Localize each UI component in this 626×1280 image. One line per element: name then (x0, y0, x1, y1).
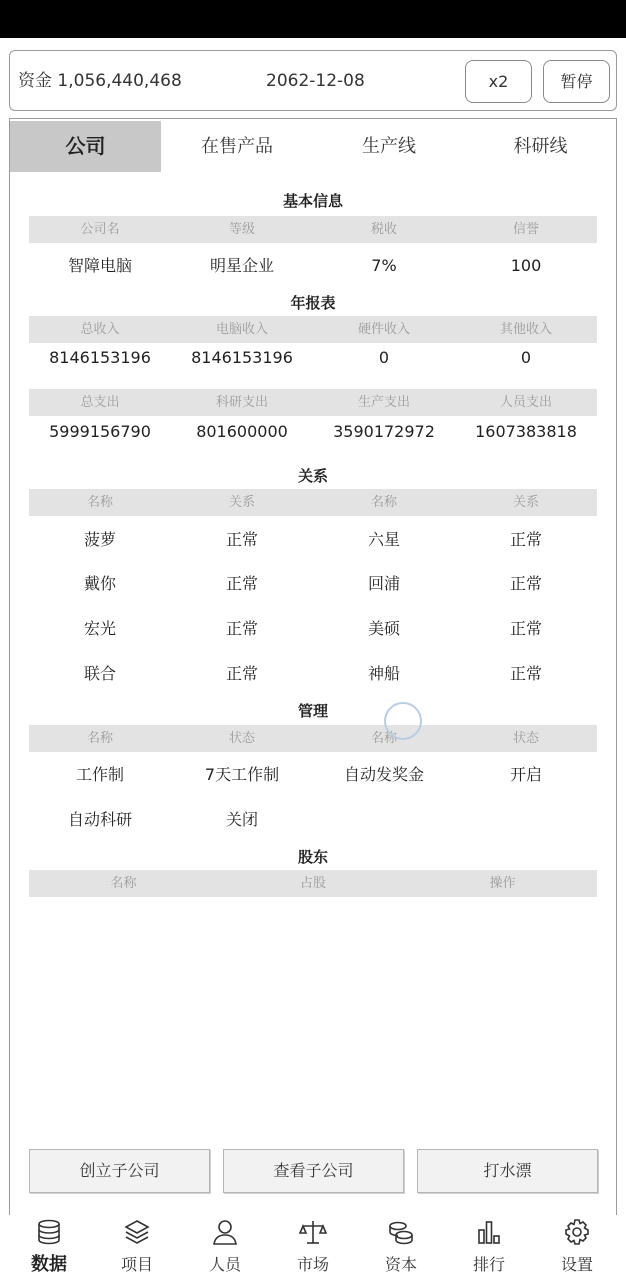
relation-status: 正常 (509, 574, 542, 593)
expense-row (29, 417, 597, 447)
nav-projects[interactable] (97, 1215, 177, 1280)
company-name: 回浦 (367, 574, 400, 593)
top-bar (9, 50, 617, 111)
production-expense-value: 3590172972 (333, 422, 435, 441)
table-row (29, 659, 597, 689)
header-other-income: 其他收入 (499, 322, 552, 337)
header-name: 名称 (370, 731, 397, 746)
create-subsidiary-button[interactable]: 创立子公司 (29, 1149, 210, 1193)
company-name: 菠萝 (83, 530, 116, 549)
person-icon (211, 1218, 239, 1246)
tab-company[interactable]: 公司 (10, 121, 161, 172)
nav-data[interactable] (9, 1215, 89, 1280)
setting-state[interactable]: 开启 (509, 765, 542, 784)
pause-button[interactable]: 暂停 (543, 60, 610, 103)
gear-icon (563, 1218, 591, 1246)
tab-research-lines[interactable]: 科研线 (513, 136, 568, 157)
basic-info-title: 基本信息 (282, 192, 343, 210)
company-name: 美硕 (367, 619, 400, 638)
company-name: 宏光 (83, 619, 116, 638)
header-pc-income: 电脑收入 (215, 322, 268, 337)
setting-state[interactable]: 关闭 (225, 810, 258, 829)
header-share: 占股 (299, 876, 326, 891)
bar-chart-icon (475, 1218, 503, 1246)
table-row (29, 614, 597, 644)
company-name: 六星 (367, 530, 400, 549)
header-hardware-income: 硬件收入 (357, 322, 410, 337)
income-header (29, 316, 597, 343)
hardware-income-value: 0 (378, 348, 390, 367)
total-income-value: 8146153196 (49, 348, 151, 367)
header-relation: 关系 (512, 495, 539, 510)
company-name-value: 智障电脑 (67, 256, 132, 275)
nav-label: 项目 (120, 1255, 153, 1274)
header-production-expense: 生产支出 (357, 395, 410, 410)
setting-name: 自动科研 (67, 810, 132, 829)
company-name: 神船 (367, 664, 400, 683)
management-header (29, 725, 597, 752)
relation-status: 正常 (509, 619, 542, 638)
bottom-nav (0, 1215, 626, 1280)
funds-label: 资金 1,056,440,468 (18, 71, 182, 91)
relations-header (29, 489, 597, 516)
company-panel (9, 118, 617, 1215)
layers-icon (123, 1218, 151, 1246)
nav-label: 资本 (384, 1255, 417, 1274)
basic-info-header (29, 216, 597, 243)
header-name: 名称 (370, 495, 397, 510)
nav-label: 设置 (560, 1255, 593, 1274)
company-name: 联合 (83, 664, 116, 683)
view-subsidiary-button[interactable]: 查看子公司 (223, 1149, 404, 1193)
header-total-income: 总收入 (80, 322, 120, 337)
tab-products[interactable]: 在售产品 (201, 136, 273, 157)
scale-icon (299, 1218, 327, 1246)
coins-icon (387, 1218, 415, 1246)
database-icon (35, 1218, 63, 1246)
pc-income-value: 8146153196 (191, 348, 293, 367)
header-state: 状态 (228, 731, 255, 746)
game-date: 2062-12-08 (266, 71, 365, 91)
header-relation: 关系 (228, 495, 255, 510)
relation-status: 正常 (509, 664, 542, 683)
table-row (29, 760, 597, 790)
expense-header (29, 389, 597, 416)
table-row (29, 805, 597, 835)
relation-status: 正常 (225, 619, 258, 638)
header-company-name: 公司名 (80, 222, 120, 237)
header-operation: 操作 (489, 876, 516, 891)
speed-button[interactable]: x2 (465, 60, 532, 103)
nav-label: 排行 (472, 1255, 505, 1274)
tax-value: 7% (371, 256, 397, 275)
nav-market[interactable] (273, 1215, 353, 1280)
header-state: 状态 (512, 731, 539, 746)
table-row (29, 569, 597, 599)
header-name: 名称 (86, 495, 113, 510)
header-research-expense: 科研支出 (215, 395, 268, 410)
header-level: 等级 (228, 222, 255, 237)
level-value: 明星企业 (209, 256, 274, 275)
nav-label: 人员 (208, 1255, 241, 1274)
research-expense-value: 801600000 (196, 422, 288, 441)
nav-staff[interactable] (185, 1215, 265, 1280)
nav-label: 市场 (296, 1255, 329, 1274)
reputation-value: 100 (510, 256, 542, 275)
company-name: 戴你 (83, 574, 116, 593)
nav-label: 数据 (31, 1254, 67, 1275)
nav-ranking[interactable] (449, 1215, 529, 1280)
relation-status: 正常 (225, 574, 258, 593)
relation-status: 正常 (225, 664, 258, 683)
relations-title: 关系 (297, 467, 328, 485)
setting-name: 自动发奖金 (343, 765, 424, 784)
table-row (29, 525, 597, 555)
income-row (29, 343, 597, 373)
tab-production-lines[interactable]: 生产线 (362, 136, 416, 157)
staff-expense-value: 1607383818 (475, 422, 577, 441)
header-name: 名称 (110, 876, 137, 891)
other-income-value: 0 (520, 348, 532, 367)
relation-status: 正常 (225, 530, 258, 549)
header-name: 名称 (86, 731, 113, 746)
shareholders-title: 股东 (297, 848, 328, 866)
annual-report-title: 年报表 (290, 294, 336, 312)
setting-name: 工作制 (75, 765, 124, 784)
header-total-expense: 总支出 (80, 395, 120, 410)
relation-status: 正常 (509, 530, 542, 549)
header-reputation: 信誉 (512, 222, 539, 237)
setting-state[interactable]: 7天工作制 (204, 765, 280, 784)
header-tax: 税收 (370, 222, 397, 237)
total-expense-value: 5999156790 (49, 422, 151, 441)
tab-bar (10, 121, 616, 172)
management-title: 管理 (297, 702, 328, 720)
shareholders-header (29, 870, 597, 897)
loading-spinner-icon (384, 702, 422, 740)
nav-settings[interactable] (537, 1215, 617, 1280)
header-staff-expense: 人员支出 (499, 395, 552, 410)
basic-info-row (29, 251, 597, 281)
status-bar (0, 0, 626, 38)
waste-money-button[interactable]: 打水漂 (417, 1149, 598, 1193)
nav-capital[interactable] (361, 1215, 441, 1280)
